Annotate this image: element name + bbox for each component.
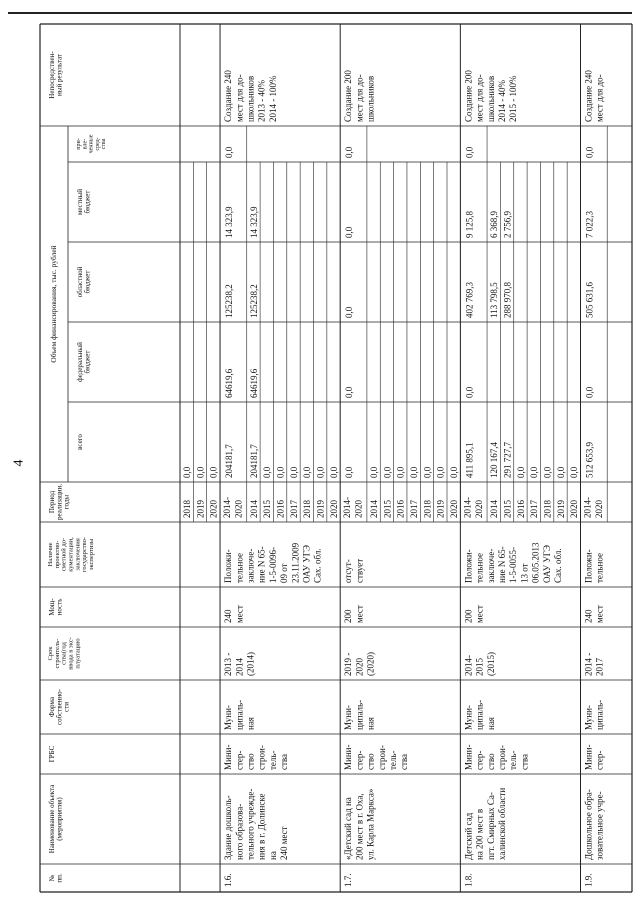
total-cell: 0,0 [382,466,393,478]
object-capacity: 200мест [463,605,485,623]
object-ownership: Муни-ципаль-ная [223,699,256,730]
summary-federal: 0,0 [464,386,475,398]
year-cell: 2017 [408,500,419,518]
summary-local: 14 323,9 [224,206,235,238]
year-cell: 2018 [182,500,192,518]
total-cell: 0,0 [542,466,553,478]
object-number: 1.8. [463,873,474,887]
summary-attracted: 0,0 [344,146,355,158]
year-cell: 2016 [275,500,286,518]
object-ownership: Муни-ципаль-ная [463,699,496,730]
total-cell: 0,0 [449,466,459,478]
total-cell: 0,0 [555,466,566,478]
object-capacity: 240мест [583,605,605,623]
year-cell: 2020 [328,500,339,518]
year-cell: 2016 [395,500,406,518]
regional-cell: 288 970,8 [502,282,513,318]
summary-local: 9 125,8 [464,211,475,238]
summary-regional: 505 631,6 [584,282,595,318]
year-cell: 2019 [555,500,566,518]
header-regional: областнойбюджет [76,266,92,298]
summary-total: 512 653,9 [584,442,595,478]
year-cell: 2017 [288,500,299,518]
object-period: 2019 -2020(2020) [343,652,376,676]
year-cell: 2014 [489,500,500,518]
total-cell: 0,0 [408,466,419,478]
summary-regional: 402 769,3 [464,282,475,318]
header-local: местныйбюджет [76,188,92,216]
object-capacity: 200мест [343,605,365,623]
year-cell: 2017 [529,500,540,518]
header-name: Наименование объекта(мероприятия) [48,784,64,854]
header-total: всего [76,434,84,450]
summary-period: 2014- 2020 [342,497,364,518]
header-federal: федеральныйбюджет [76,342,92,382]
object-result: Создание 240мест для до- [583,70,605,122]
year-cell: 2015 [262,500,273,518]
year-cell: 2019 [435,500,446,518]
object-name: «Детский сад на200 мест в г. Оха,ул. Карла Маркса» [343,788,376,860]
table-grid [40,24,632,892]
total-cell: 0,0 [195,466,206,478]
total-cell: 120 167,4 [489,442,500,478]
total-cell: 0,0 [302,466,313,478]
object-docs: Положи-тельноезаключе-ние N 65-1-5-0055-13 от06.05.2013ОАУ УГЭСах. обл. [463,542,563,583]
summary-attracted: 0,0 [464,146,475,158]
object-result: Создание 240мест для до-школьников2013 - 40%2014 - 100% [223,70,278,122]
summary-federal: 0,0 [344,386,355,398]
year-cell: 2020 [449,500,459,518]
object-grbs: Мини-стер-ствострои-тель-ства [463,744,530,770]
object-name: Здание дошколь-ного образова-тельного учрежде-ния в г. Долинскена240 мест [223,788,290,860]
regional-cell: 125238,2 [248,284,259,318]
header-design-docs: Наличиепроектно-сметной до-кументации,заключениягосударство-экспертизы [47,536,95,573]
year-cell: 2014 [368,500,379,518]
object-docs: отсут-ствует [343,558,365,583]
total-cell: 0,0 [368,466,379,478]
object-period: 2014-2015(2015) [463,652,496,676]
total-cell: 0,0 [422,466,433,478]
year-cell: 2018 [302,500,313,518]
total-cell: 291 727,7 [502,442,513,478]
object-name: Дошкольное обра-зовательное учре- [583,789,605,860]
summary-period: 2014- 2020 [582,497,604,518]
header-attracted: при-вле-ченныесред-ства [76,134,108,154]
header-funding-group: Объем финансирования, тыс. рублей [49,245,58,363]
total-cell: 0,0 [208,466,219,478]
local-cell: 14 323,9 [248,206,259,238]
total-cell: 0,0 [288,466,299,478]
object-name: Детский садна 200 мест впгт. Смирных Са-халинской области [463,787,507,860]
summary-total: 0,0 [344,466,355,478]
summary-federal: 0,0 [584,386,595,398]
object-capacity: 240мест [223,605,245,623]
summary-local: 7 022,3 [584,211,595,238]
object-grbs: Мини-стер- [583,744,605,770]
object-number: 1.7. [343,873,354,887]
year-cell: 2015 [382,500,393,518]
summary-regional: 0,0 [344,306,355,318]
object-ownership: Муни-ципаль- [583,699,605,730]
year-cell: 2015 [502,500,513,518]
summary-period: 2014- 2020 [462,497,484,518]
header-ownership: Формасобственно-сти [48,688,71,726]
year-cell: 2018 [542,500,553,518]
year-cell: 2016 [515,500,526,518]
summary-total: 411 895,1 [464,442,475,478]
header-construction-period: Срокстроитель-ства(годввода в экс-плуатацию [47,637,82,670]
total-cell: 0,0 [262,466,273,478]
header-result: Непосредствен-ный результат [48,51,64,99]
total-cell: 0,0 [328,466,339,478]
year-cell: 2020 [569,500,580,518]
total-cell: 0,0 [529,466,540,478]
summary-attracted: 0,0 [224,146,235,158]
total-cell: 0,0 [315,466,326,478]
total-cell: 0,0 [435,466,446,478]
object-docs: Положи-тельноезаключе-ние N 65-1-5-0096-09 от23.11.2009ОАУ УГЭСах. обл. [223,542,323,583]
summary-federal: 64619,6 [224,368,235,398]
object-number: 1.9. [583,873,594,887]
summary-attracted: 0,0 [584,146,595,158]
total-cell: 0,0 [569,466,580,478]
object-period: 2013 -2014(2014) [223,652,256,676]
year-cell: 2014 [248,500,259,518]
page-number: 4 [11,459,27,467]
total-cell: 0,0 [275,466,286,478]
total-cell: 0,0 [395,466,406,478]
header-capacity: Мощ-ность [48,598,64,616]
total-cell: 0,0 [515,466,526,478]
header-no: №пп. [48,873,64,883]
total-cell: 0,0 [182,466,192,478]
local-cell: 6 368,9 [489,211,500,238]
object-grbs: Мини-стер-ствострои-тель-ства [223,744,290,770]
year-cell: 2020 [208,500,219,518]
total-cell: 204181,7 [248,444,259,478]
summary-regional: 125238,2 [224,284,235,318]
federal-cell: 64619,6 [248,368,259,398]
object-period: 2014 -2017 [583,652,605,676]
object-number: 1.6. [223,873,234,887]
object-result: Создание 200мест для до-школьников2014 - 40%2015 - 100% [463,70,519,122]
object-result: Создание 200мест для до-школьников [343,70,376,122]
summary-period: 2014- 2020 [222,497,244,518]
object-docs: Положи-тельное [583,549,605,583]
regional-cell: 113 798,5 [489,282,500,318]
year-cell: 2018 [422,500,433,518]
summary-total: 204181,7 [224,444,235,478]
object-grbs: Мини-стер-ствострои-тель-ства [343,744,410,770]
year-cell: 2019 [195,500,206,518]
local-cell: 2 756,9 [502,211,513,238]
header-grbs: ГРБС [48,745,56,763]
header-implementation-years: Периодреализации,годы [48,484,71,520]
object-ownership: Муни-ципаль-ная [343,699,376,730]
summary-local: 0,0 [344,226,355,238]
year-cell: 2019 [315,500,326,518]
